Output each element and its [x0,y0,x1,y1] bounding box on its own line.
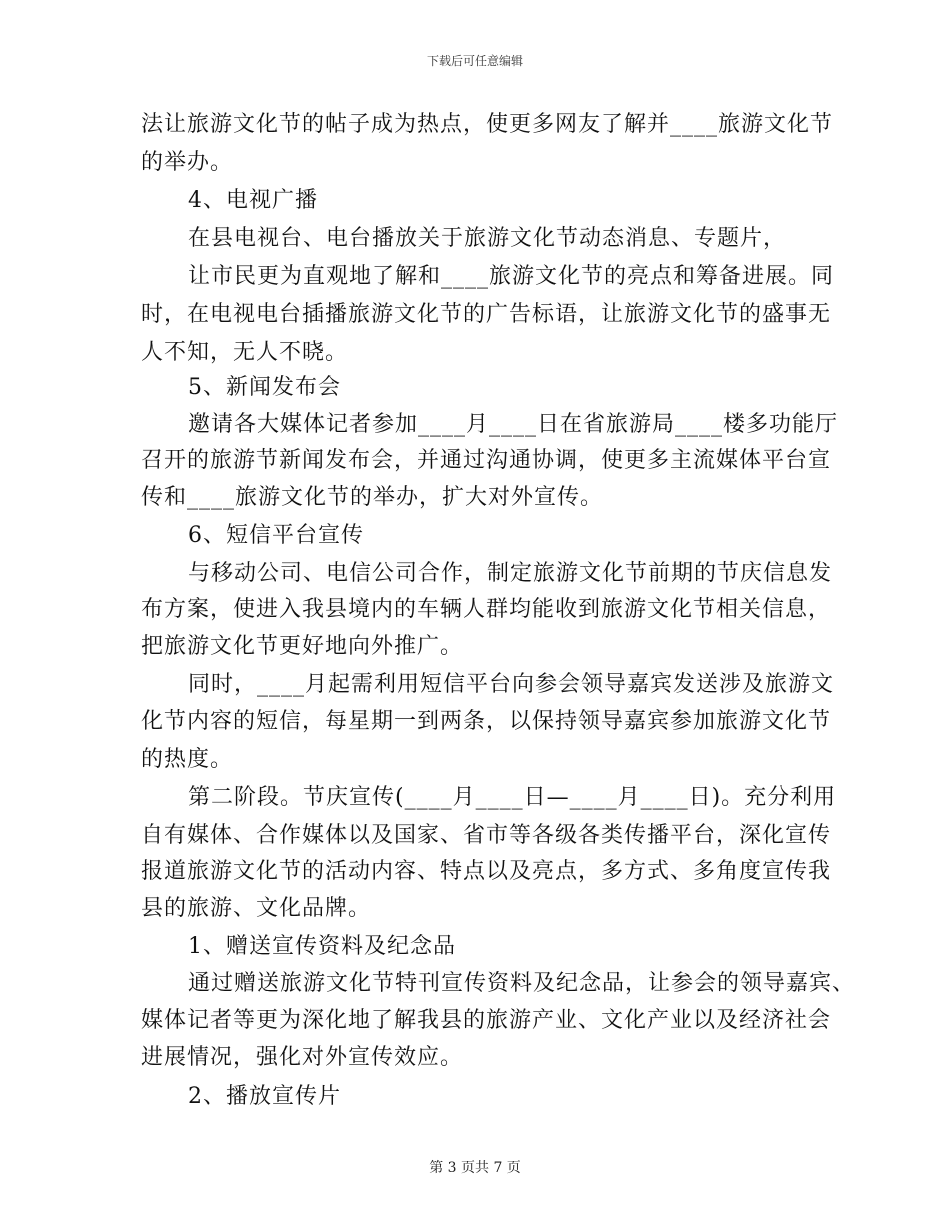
section-heading: 5、新闻发布会 [188,375,341,400]
body-line: 传和____旅游文化节的举办，扩大对外宣传。 [141,485,604,510]
body-line: 召开的旅游节新闻发布会，并通过沟通协调，使更多主流媒体平台宣 [141,448,832,473]
body-line: 通过赠送旅游文化节特刊宣传资料及纪念品，让参会的领导嘉宾、 [188,971,856,996]
body-line: 进展情况，强化对外宣传效应。 [141,1045,464,1070]
body-line: 同时，____月起需利用短信平台向参会领导嘉宾发送涉及旅游文 [188,672,835,697]
body-line: 的热度。 [141,747,234,772]
section-heading: 2、播放宣传片 [188,1084,341,1109]
body-line: 媒体记者等更为深化地了解我县的旅游产业、文化产业以及经济社会 [141,1008,832,1033]
body-line: 在县电视台、电台播放关于旅游文化节动态消息、专题片， [188,226,787,251]
section-heading: 6、短信平台宣传 [188,523,364,548]
body-line: 与移动公司、电信公司合作，制定旅游文化节前期的节庆信息发 [188,561,833,586]
body-line: 第二阶段。节庆宣传(____月____日—____月____日)。充分利用 [188,785,837,810]
body-line: 的举办。 [141,150,234,175]
section-heading: 1、赠送宣传资料及纪念品 [188,934,456,959]
body-line: 邀请各大媒体记者参加____月____日在省旅游局____楼多功能厅 [188,412,839,437]
body-line: 化节内容的短信，每星期一到两条，以保持领导嘉宾参加旅游文化节 [141,709,832,734]
body-line: 自有媒体、合作媒体以及国家、省市等各级各类传播平台，深化宣传 [141,823,832,848]
section-heading: 4、电视广播 [188,188,318,213]
body-line: 把旅游文化节更好地向外推广。 [141,634,464,659]
body-line: 时，在电视电台插播旅游文化节的广告标语，让旅游文化节的盛事无 [141,302,832,327]
body-line: 报道旅游文化节的活动内容、特点以及亮点，多方式、多角度宣传我 [141,859,832,884]
body-line: 布方案，使进入我县境内的车辆人群均能收到旅游文化节相关信息， [141,597,832,622]
body-line: 县的旅游、文化品牌。 [141,896,372,921]
body-line: 法让旅游文化节的帖子成为热点，使更多网友了解并____旅游文化节 [141,112,834,137]
page-number-footer: 第 3 页共 7 页 [429,1160,521,1176]
body-line: 人不知，无人不晓。 [141,340,349,365]
body-line: 让市民更为直观地了解和____旅游文化节的亮点和筹备进展。同 [188,264,835,289]
page-header: 下载后可任意编辑 [426,54,523,68]
